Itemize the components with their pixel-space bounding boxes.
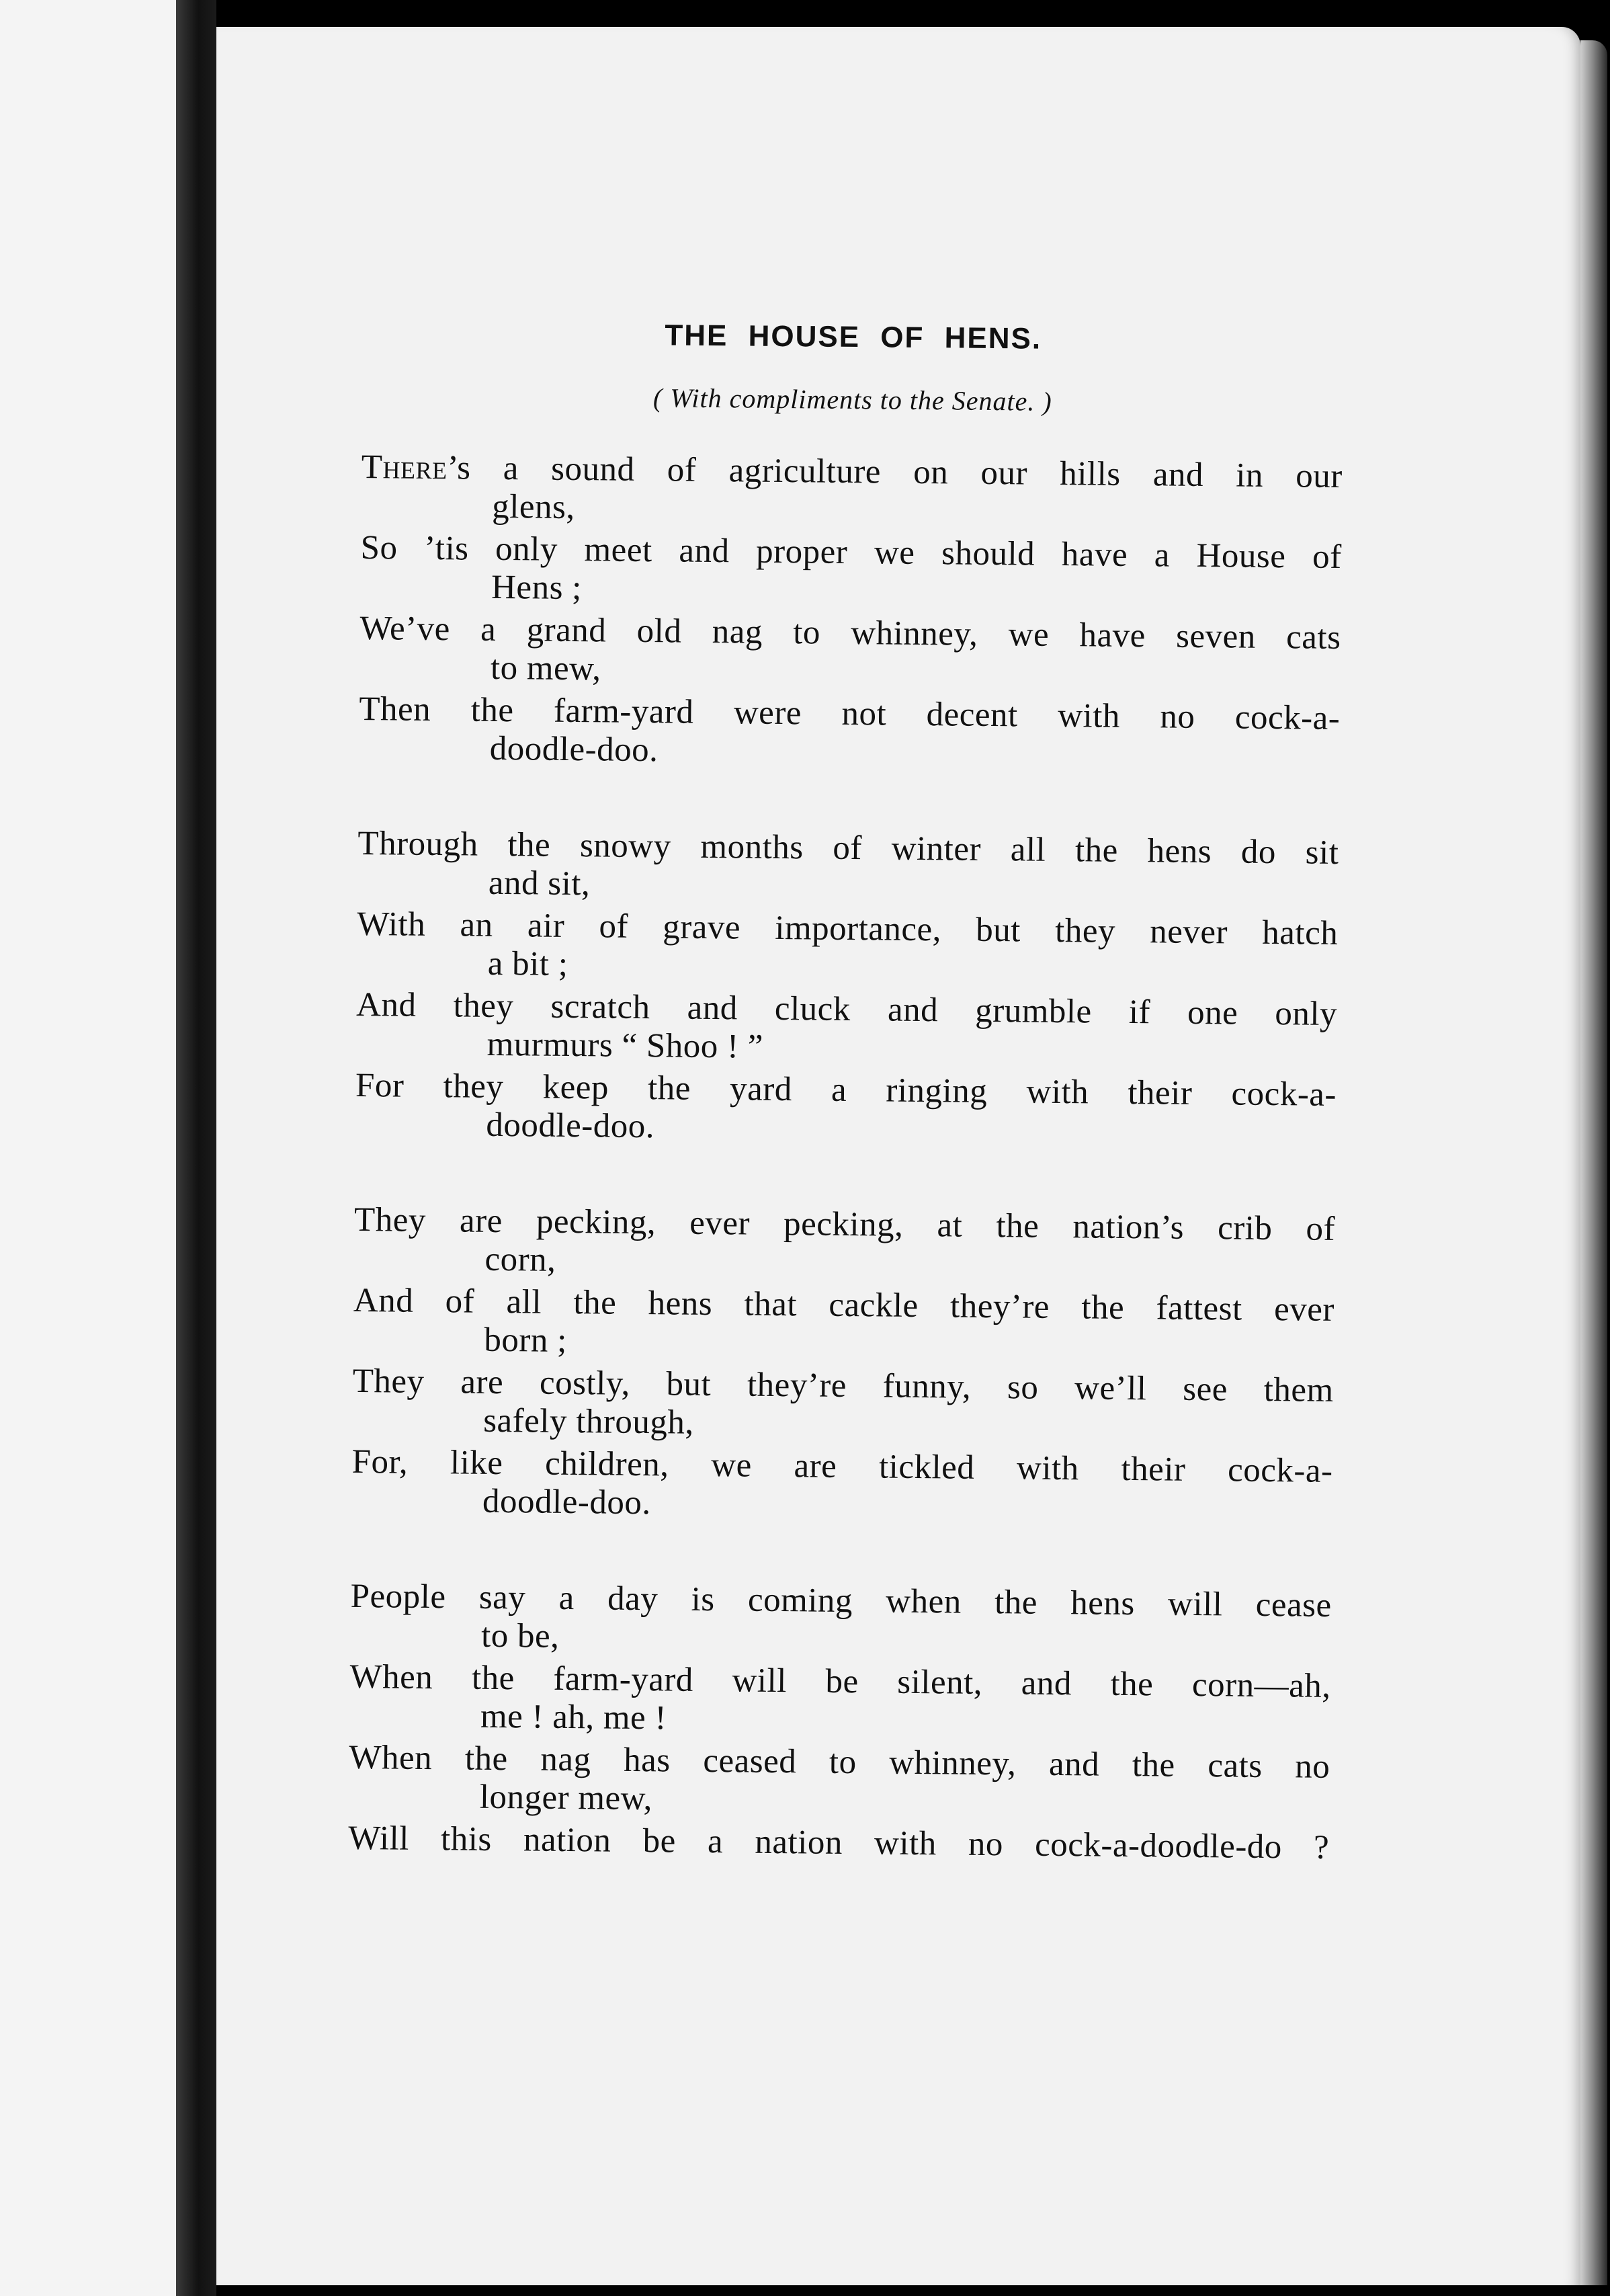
verse-continuation: doodle-doo. — [482, 1482, 651, 1522]
verse-continuation: doodle-doo. — [486, 1106, 655, 1146]
facing-page — [0, 0, 176, 2296]
verse-line: Through the snowy months of winter all the hens do sit — [357, 824, 1339, 872]
page-edge — [1580, 40, 1607, 2285]
verse-line: They are pecking, ever pecking, at the nation’s crib of — [353, 1200, 1336, 1248]
verse-line: When the farm-yard will be silent, and the corn—ah, — [349, 1657, 1331, 1705]
verse-line: So ’tis only meet and proper we should have a House of — [360, 528, 1342, 576]
verse-line: For, like children, we are tickled with their cock-a- — [351, 1442, 1333, 1490]
stanza-4 — [348, 1577, 1332, 1867]
verse-continuation: to be, — [480, 1616, 560, 1655]
verse-continuation: a bit ; — [487, 944, 568, 983]
verse-continuation: longer mew, — [479, 1778, 653, 1818]
verse-continuation: corn, — [484, 1240, 556, 1279]
poem-subtitle: ( With compliments to the Senate. ) — [652, 382, 1052, 417]
verse-continuation: me ! ah, me ! — [480, 1697, 667, 1737]
verse-line: They are costly, but they’re funny, so we’ll see them — [352, 1362, 1334, 1409]
verse-line: Will this nation be a nation with no cock-a-doodle-do ? — [347, 1819, 1330, 1867]
verse-continuation: and sit, — [488, 864, 591, 903]
stanza-2 — [355, 825, 1339, 1153]
verse-line: For they keep the yard a ringing with their cock-a- — [355, 1066, 1337, 1114]
verse-continuation: born ; — [484, 1321, 568, 1360]
verse-line: When the nag has ceased to whinney, and the cats no — [349, 1738, 1330, 1786]
verse-line: Then the farm-yard were not decent with no cock-a- — [359, 690, 1341, 737]
verse-continuation: Hens ; — [491, 568, 583, 608]
poem — [348, 316, 1344, 1867]
verse-line: People say a day is coming when the hens will cease — [350, 1577, 1332, 1625]
verse-continuation: murmurs “ Shoo ! ” — [486, 1025, 764, 1066]
verse-continuation: glens, — [492, 487, 575, 527]
verse-continuation: to mew, — [490, 649, 601, 688]
verse-line: And of all the hens that cackle they’re the fattest ever — [353, 1281, 1335, 1329]
verse-continuation: safely through, — [482, 1401, 694, 1442]
verse-line: With an air of grave importance, but they never hatch — [357, 905, 1339, 952]
drop-word: There — [361, 448, 448, 487]
verse-line: We’ve a grand old nag to whinney, we have seven cats — [359, 609, 1341, 657]
verse-line: And they scratch and cluck and grumble if one only — [355, 985, 1338, 1033]
book-gutter — [176, 0, 216, 2296]
poem-title: THE HOUSE OF HENS. — [665, 319, 1042, 356]
verse-text: ’s a sound of agriculture on our hills and in our — [447, 449, 1343, 496]
verse-continuation: doodle-doo. — [489, 729, 659, 770]
stanza-1 — [359, 448, 1343, 776]
stanza-3 — [351, 1201, 1335, 1529]
